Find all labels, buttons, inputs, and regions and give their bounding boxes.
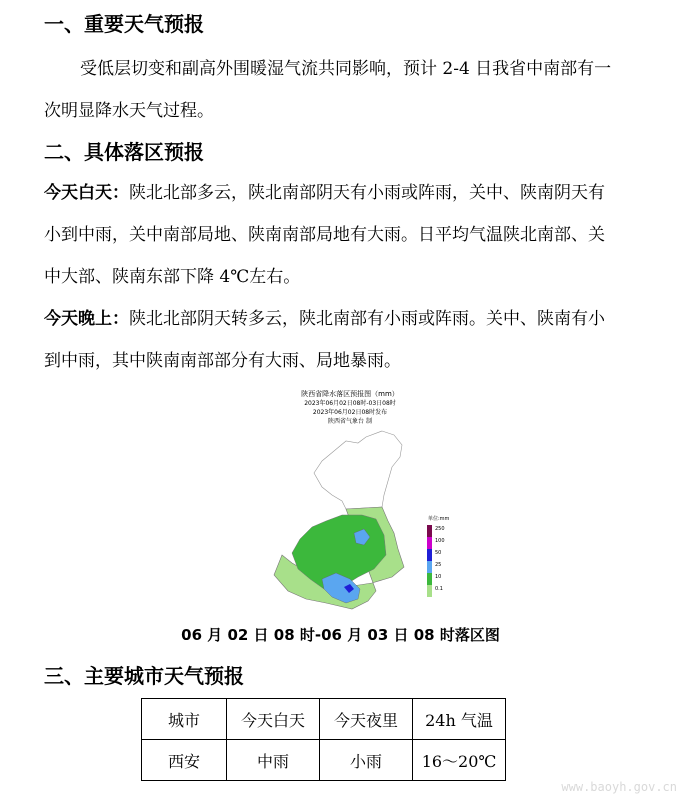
map-issuer: 陕西省气象台 制: [328, 418, 372, 425]
legend-label: 100: [435, 538, 445, 544]
cell-temperature: 16～20℃: [413, 740, 506, 781]
legend-swatch: [427, 537, 432, 549]
legend-swatch: [427, 561, 432, 573]
cell-tonight: 小雨: [320, 740, 413, 781]
map-caption: 06 月 02 日 08 时-06 月 03 日 08 时落区图: [181, 626, 500, 644]
precipitation-forecast-map: [262, 383, 452, 613]
tonight-label: 今天晚上：: [44, 309, 129, 329]
legend-label: 250: [435, 526, 445, 532]
table-row: [142, 740, 506, 781]
shaanxi-north-region: [314, 431, 402, 509]
section-heading-area-forecast: 二、具体落区预报: [44, 140, 204, 164]
important-weather-paragraph: 受低层切变和副高外围暖湿气流共同影响，预计 2-4 日我省中南部有一次明显降水天气过程。: [44, 59, 612, 121]
tonight-forecast-paragraph: [44, 298, 614, 382]
legend-unit: 单位:mm: [428, 516, 450, 522]
tonight-text: 陕北北部阴天转多云，陕北南部有小雨或阵雨。关中、陕南有小到中雨，其中陕南南部部分有大雨、局地暴雨。: [44, 309, 605, 371]
header-tonight: 今天夜里: [320, 699, 413, 740]
legend-label: 50: [435, 550, 442, 556]
cell-today: 中雨: [227, 740, 320, 781]
legend-label: 25: [435, 562, 442, 568]
map-issued: 2023年06月02日08时发布: [312, 409, 388, 416]
header-temperature: 24h 气温: [413, 699, 506, 740]
legend-label: 10: [435, 574, 442, 580]
map-title: 陕西省降水落区预报图（mm）: [301, 390, 399, 398]
today-label: 今天白天：: [44, 183, 129, 203]
header-today: 今天白天: [227, 699, 320, 740]
watermark: www.baoyh.gov.cn: [561, 780, 677, 794]
section-heading-city-forecast: 三、主要城市天气预报: [44, 664, 244, 688]
table-header-row: [142, 699, 506, 740]
map-legend: [427, 525, 445, 597]
legend-swatch: [427, 525, 432, 537]
city-forecast-table: [141, 698, 506, 781]
today-forecast-paragraph: [44, 172, 614, 298]
today-text: 陕北北部多云，陕北南部阴天有小雨或阵雨，关中、陕南阴天有小到中雨，关中南部局地、陕南南部局地有大雨。日平均气温陕北南部、关中大部、陕南东部下降 4℃左右。: [44, 183, 605, 287]
header-city: 城市: [142, 699, 227, 740]
map-period: 2023年06月02日08时-03日08时: [304, 400, 396, 407]
legend-swatch: [427, 549, 432, 561]
section-heading-important-weather: 一、重要天气预报: [44, 12, 204, 36]
legend-swatch: [427, 573, 432, 585]
cell-city: 西安: [142, 740, 227, 781]
legend-label: 0.1: [435, 586, 443, 592]
legend-swatch: [427, 585, 432, 597]
